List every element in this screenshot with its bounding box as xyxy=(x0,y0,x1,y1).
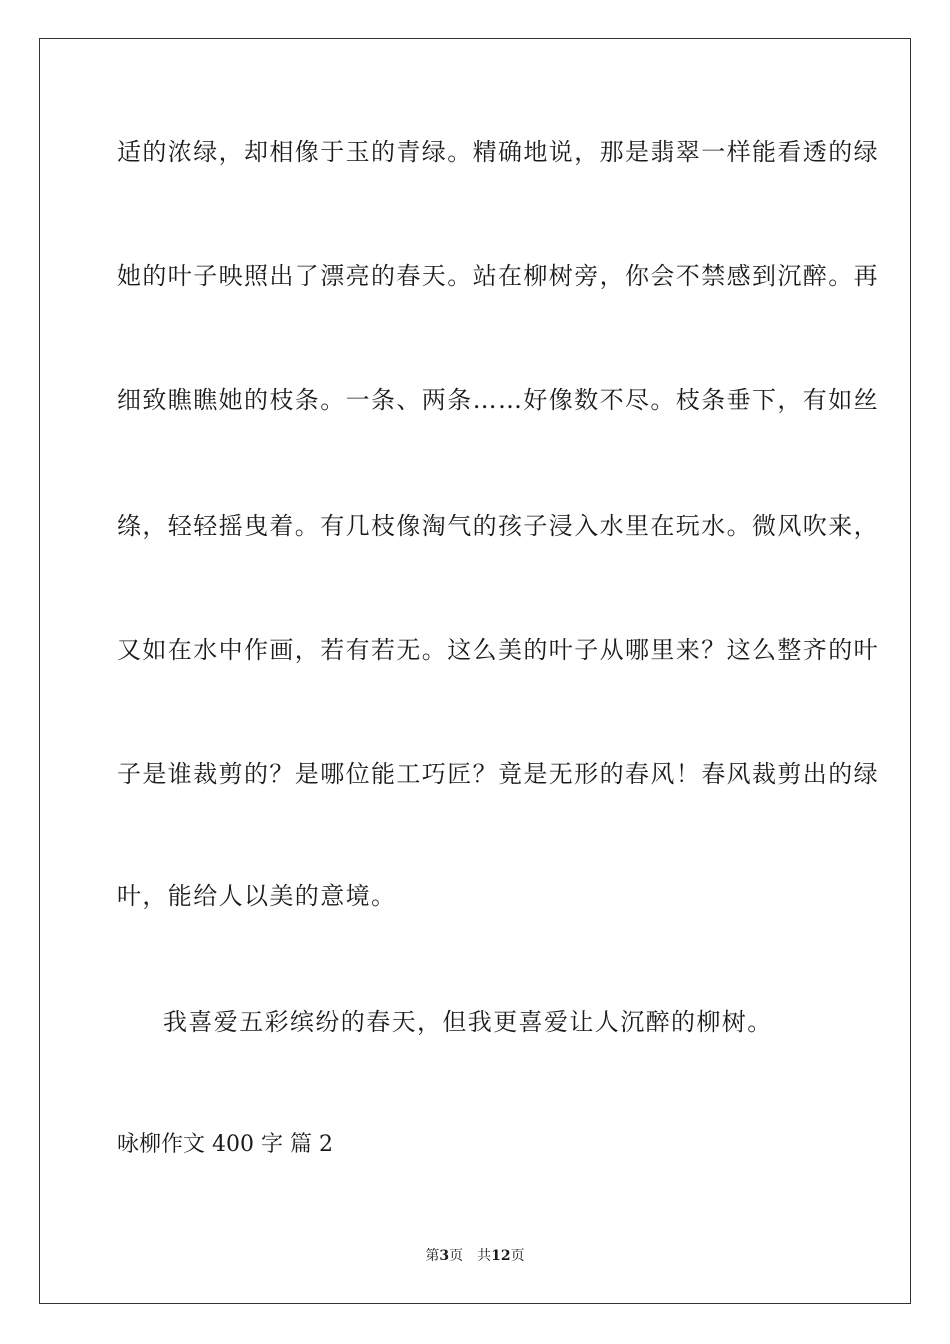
paragraph-line-2: 她的叶子映照出了漂亮的春天。站在柳树旁，你会不禁感到沉醉。再 xyxy=(117,262,879,290)
footer-page-total: 12 xyxy=(491,1248,511,1264)
paragraph-line-1: 适的浓绿，却相像于玉的青绿。精确地说，那是翡翠一样能看透的绿 xyxy=(117,138,879,166)
footer-page-suffix: 页 xyxy=(510,1248,525,1264)
footer-page-mid: 页 共 xyxy=(449,1248,492,1264)
footer-page-current: 3 xyxy=(439,1248,450,1264)
paragraph-line-5: 又如在水中作画，若有若无。这么美的叶子从哪里来？这么整齐的叶 xyxy=(117,636,879,664)
closing-line: 我喜爱五彩缤纷的春天，但我更喜爱让人沉醉的柳树。 xyxy=(163,1008,773,1036)
paragraph-line-6: 子是谁裁剪的？是哪位能工巧匠？竟是无形的春风！春风裁剪出的绿 xyxy=(117,760,879,788)
footer-page-prefix: 第 xyxy=(425,1248,440,1264)
section-heading: 咏柳作文 400 字 篇 2 xyxy=(117,1132,333,1157)
paragraph-line-7: 叶，能给人以美的意境。 xyxy=(117,882,397,910)
page-frame xyxy=(39,38,911,1304)
paragraph-line-4: 绦，轻轻摇曳着。有几枝像淘气的孩子浸入水里在玩水。微风吹来， xyxy=(117,512,879,540)
paragraph-line-3: 细致瞧瞧她的枝条。一条、两条……好像数不尽。枝条垂下，有如丝 xyxy=(117,386,879,414)
page-footer xyxy=(0,1246,950,1266)
